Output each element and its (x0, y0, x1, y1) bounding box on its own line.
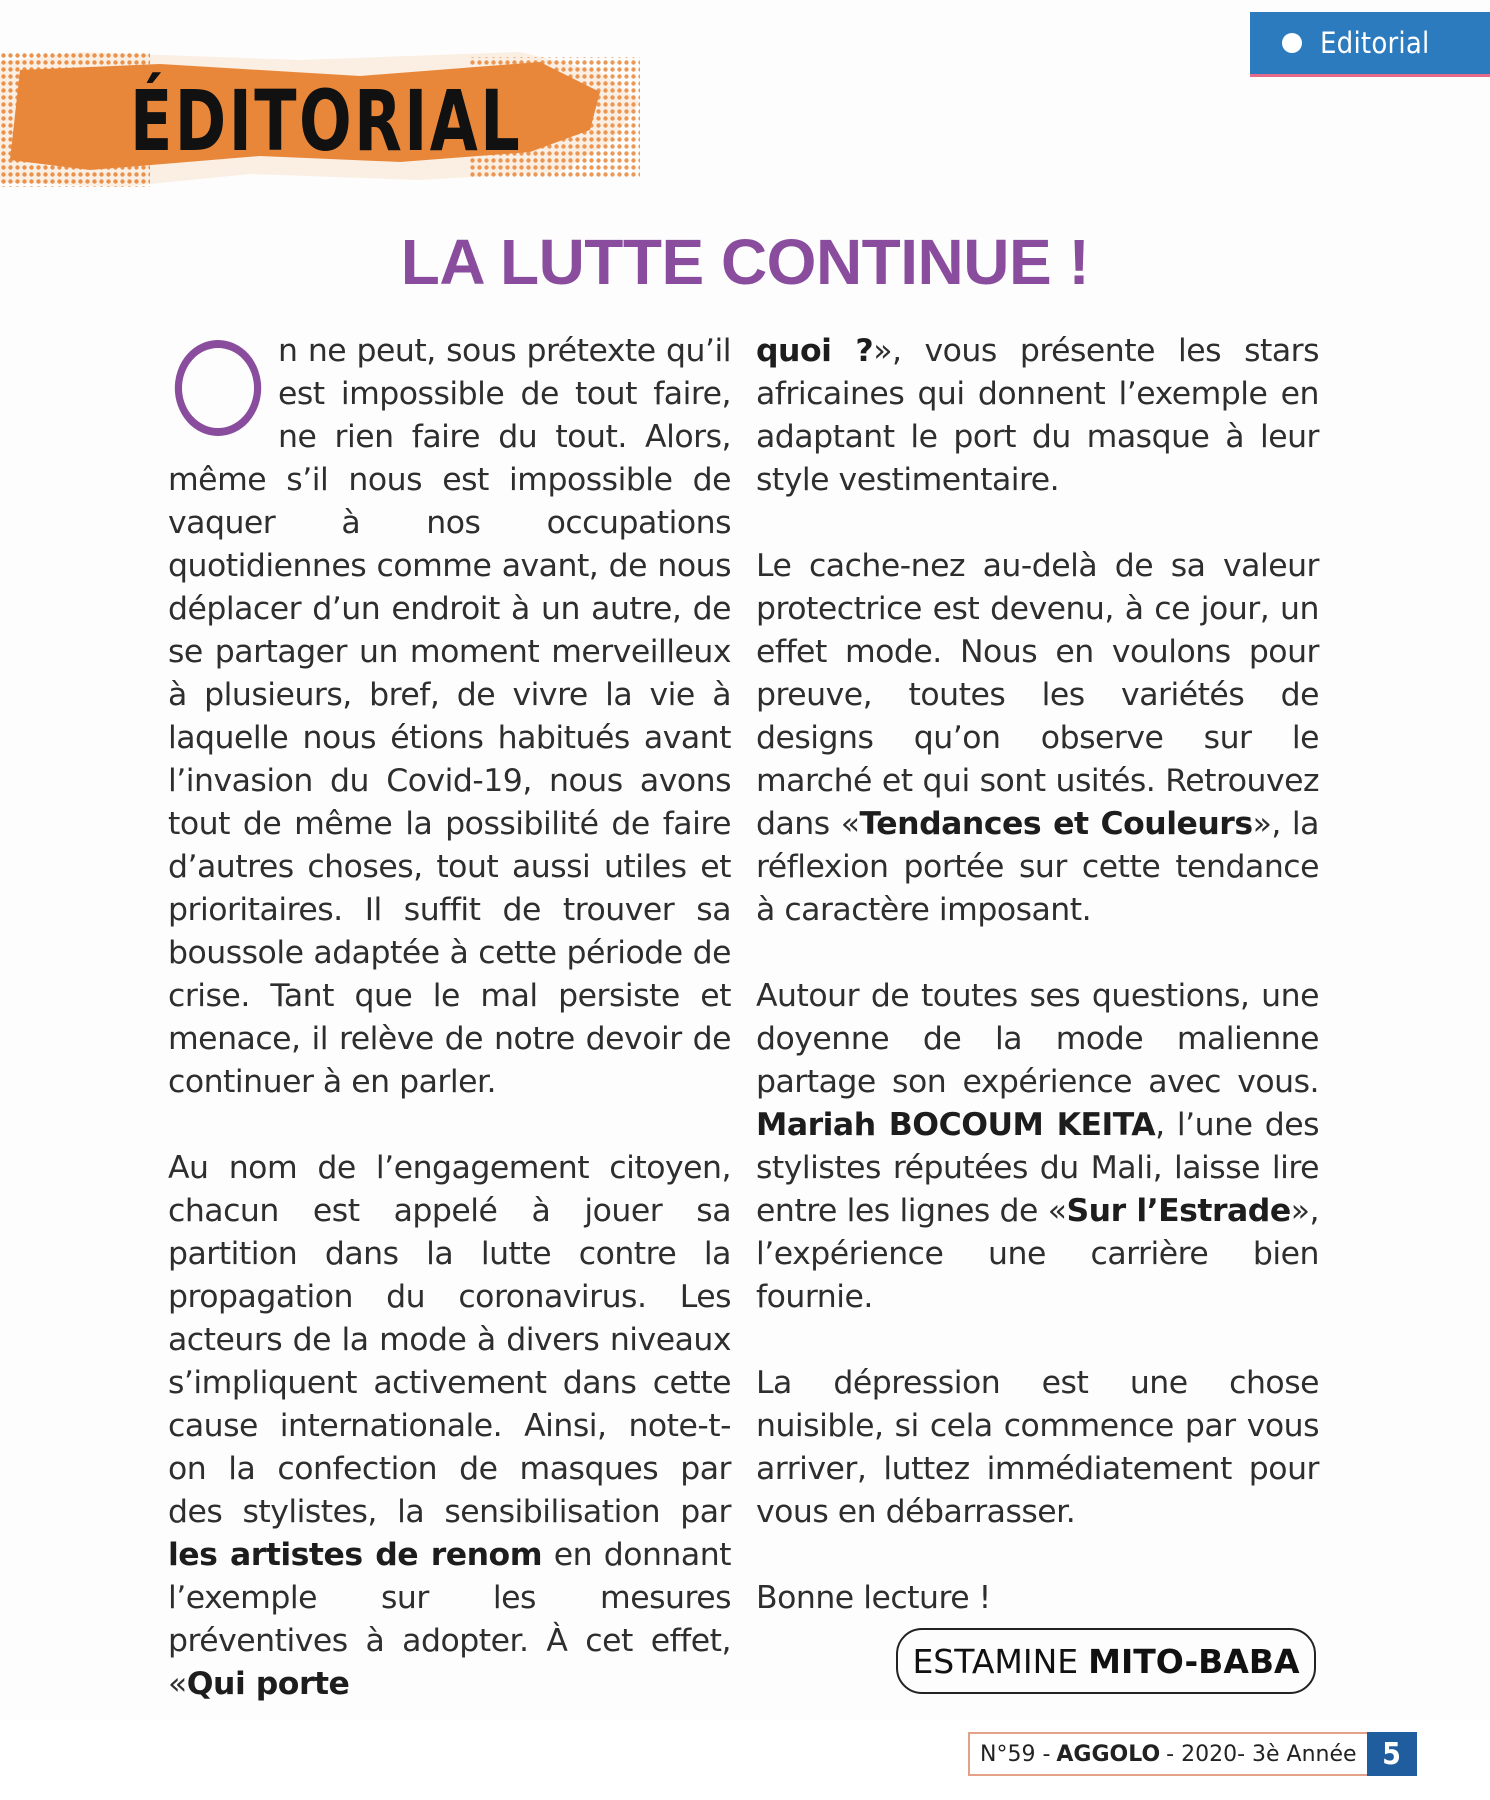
author-first-name: ESTAMINE (912, 1641, 1079, 1681)
issue-number: N°59 - (980, 1741, 1051, 1767)
paragraph-text: n ne peut, sous prétexte qu’il est impossible de tout faire, ne rien faire du tout. Alors, même s’il nous est impossible de vaquer à nos occupations quotidiennes comme avant, de nous déplacer d’un endroit à un autre, de se partager un moment merveilleux à plusieurs, bref, de vivre la vie à laquelle nous étions habitués avant l’invasion du Covid-19, nous avons tout de même la possibilité de faire d’autres choses, tout aussi utiles et prioritaires. Il suffit de trouver sa boussole adaptée à cette période de crise. Tant que le mal persiste et menace, il relève de notre devoir de continuer à en parler. (168, 333, 731, 1100)
dropcap-o (175, 340, 261, 436)
paragraph-text: Le cache-nez au-delà de sa valeur protectrice est devenu, à ce jour, un effet mode. Nous en voulons pour preuve, toutes les variétés de designs qu’on observe sur le marché et qui sont usités. Retrouvez dans « (756, 548, 1319, 842)
footer-info (968, 1732, 1367, 1776)
right-column (756, 330, 1319, 1663)
page-number: 5 (1367, 1732, 1417, 1776)
page-footer (968, 1732, 1417, 1776)
bold-text: les artistes de renom (168, 1537, 543, 1573)
paragraph (756, 975, 1319, 1319)
section-tab-label: Editorial (1320, 26, 1430, 60)
paragraph-text: en donnant l’exemple sur les mesures préventives à adopter. À cet effet, « (168, 1537, 732, 1702)
editorial-banner (0, 52, 640, 187)
author-signature (896, 1628, 1316, 1694)
bold-text: quoi ? (756, 333, 874, 369)
bold-text: Sur l’Estrade (1066, 1193, 1291, 1229)
left-column (168, 330, 731, 1749)
paragraph (168, 1147, 731, 1706)
paragraph (756, 545, 1319, 932)
section-tab (1250, 12, 1490, 74)
author-last-name: MITO-BABA (1088, 1641, 1300, 1681)
year-info: - 2020- 3è Année (1166, 1741, 1357, 1767)
paragraph-text: », vous présente les stars africaines qui donnent l’exemple en adaptant le port du masque à leur style vestimentaire. (756, 333, 1320, 498)
paragraph-text: La dépression est une chose nuisible, si cela commence par vous arriver, luttez immédiatement pour vous en débarrasser. (756, 1365, 1319, 1530)
bold-text: Mariah BOCOUM KEITA (756, 1107, 1156, 1143)
paragraph (756, 1577, 1319, 1620)
article-headline: LA LUTTE CONTINUE ! (400, 226, 1090, 298)
paragraph-text: Autour de toutes ses questions, une doyenne de la mode malienne partage son expérience avec vous. (756, 978, 1319, 1100)
bullet-icon (1282, 33, 1302, 53)
paragraph-text: , l’une des stylistes réputées du Mali, laisse lire entre les lignes de « (756, 1107, 1319, 1229)
paragraph-text: », la réflexion portée sur cette tendance à caractère imposant. (756, 806, 1319, 928)
bold-text: Qui porte (186, 1666, 350, 1702)
banner-title: ÉDITORIAL (130, 72, 523, 170)
closing-text: Bonne lecture ! (756, 1580, 991, 1616)
magazine-name: AGGOLO (1056, 1741, 1161, 1767)
paragraph (756, 330, 1319, 502)
paragraph-text: Au nom de l’engagement citoyen, chacun est appelé à jouer sa partition dans la lutte contre la propagation du coronavirus. Les acteurs de la mode à divers niveaux s’impliquent activement dans cette cause internationale. Ainsi, note-t-on la confection de masques par des stylistes, la sensibilisation par (168, 1150, 731, 1530)
paragraph (168, 330, 731, 1104)
paragraph (756, 1362, 1319, 1534)
bold-text: Tendances et Couleurs (859, 806, 1253, 842)
paragraph-text: », l’expérience une carrière bien fournie. (756, 1193, 1319, 1315)
